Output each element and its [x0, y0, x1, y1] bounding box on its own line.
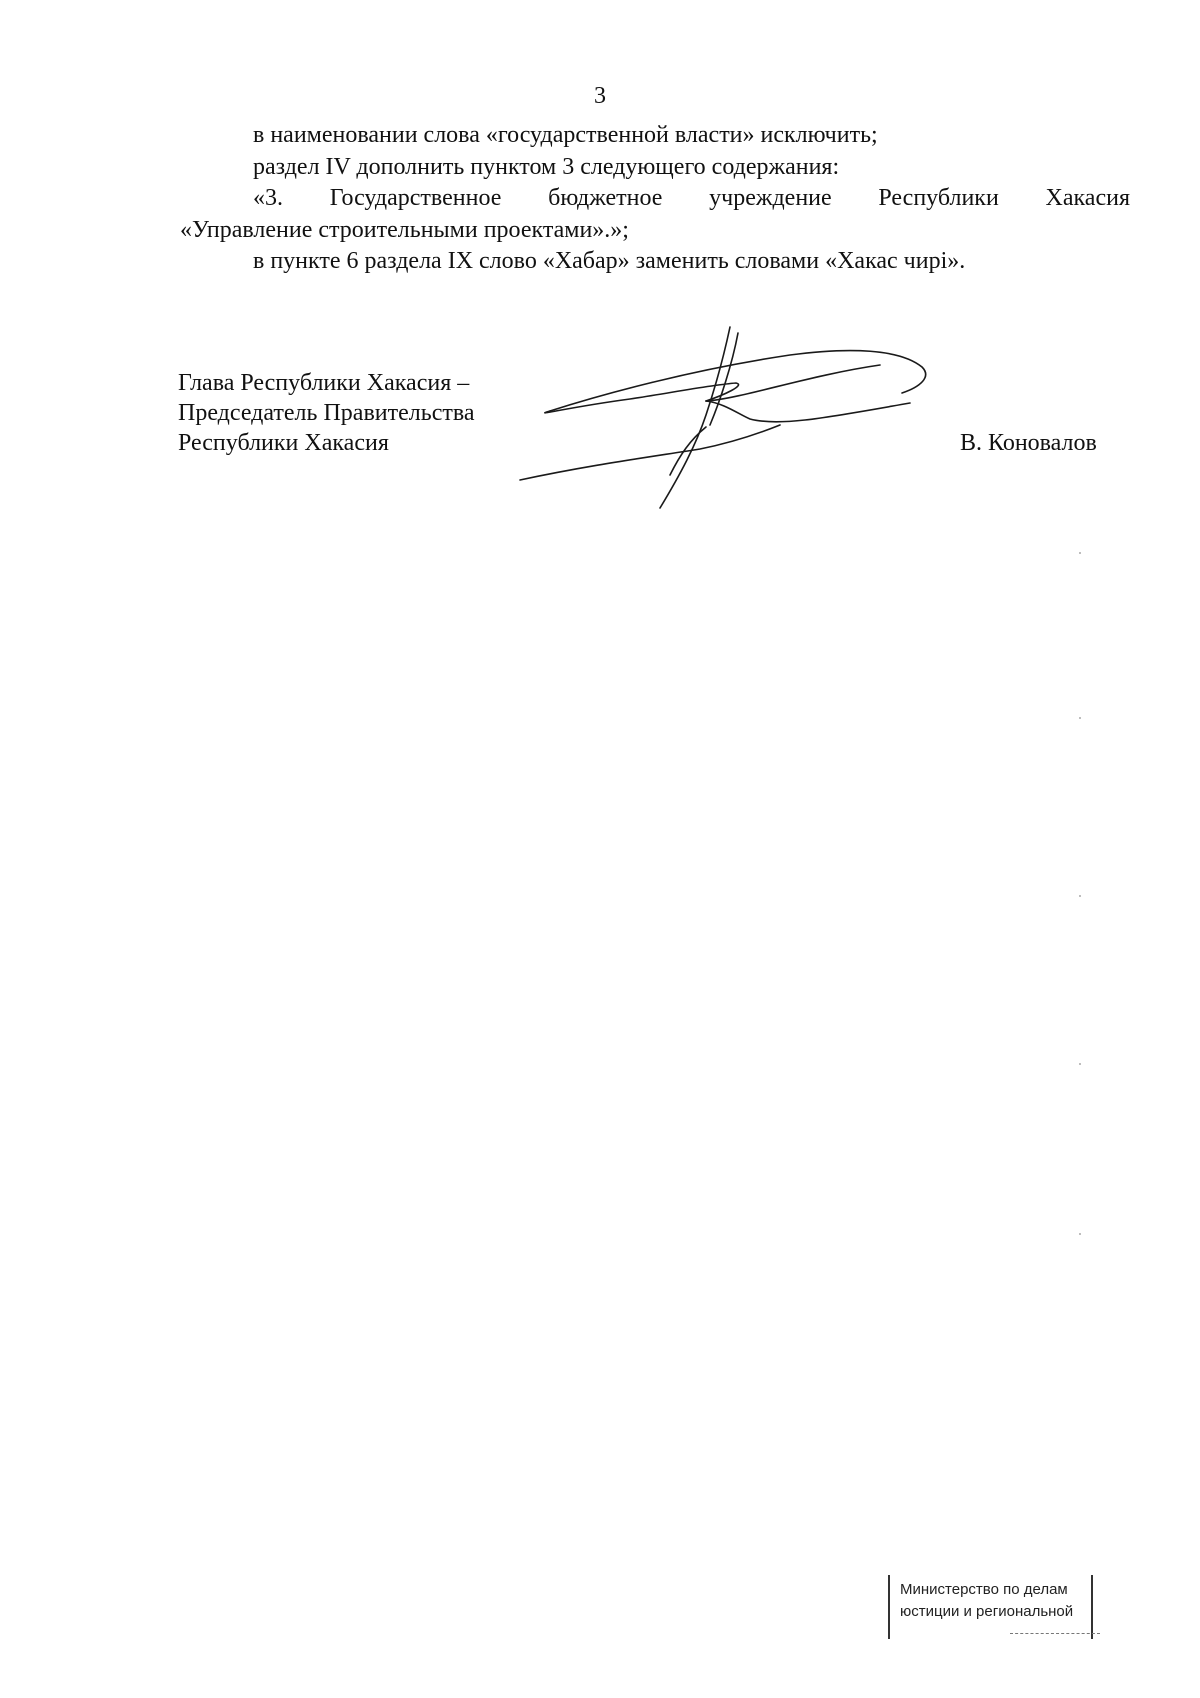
scan-speck	[1079, 552, 1081, 554]
handwritten-signature	[510, 315, 950, 515]
paragraph-3	[180, 183, 1130, 246]
paragraph-3-line-1	[180, 183, 1130, 215]
page-number: 3	[594, 83, 606, 109]
word: бюджетное	[548, 185, 663, 211]
paragraph-2: раздел IV дополнить пунктом 3 следующего содержания:	[253, 153, 840, 180]
stamp-line-1: Министерство по делам	[900, 1581, 1068, 1598]
signer-name: В. Коновалов	[960, 430, 1097, 456]
signatory-line-3: Республики Хакасия	[178, 430, 389, 456]
word: учреждение	[709, 185, 832, 211]
scan-speck	[1079, 895, 1081, 897]
paragraph-3-line-2: «Управление строительными проектами».»;	[180, 216, 629, 243]
paragraph-4: в пункте 6 раздела IX слово «Хабар» заменить словами «Хакас чирі».	[253, 248, 966, 274]
signatory-line-1: Глава Республики Хакасия –	[178, 370, 470, 396]
word: Государственное	[329, 185, 502, 211]
scan-speck	[1079, 1063, 1081, 1065]
signatory-title	[178, 368, 475, 458]
paragraph-1: в наименовании слова «государственной власти» исключить;	[253, 122, 878, 148]
stamp-line-3	[1010, 1623, 1100, 1634]
registration-stamp	[888, 1575, 1093, 1639]
word: Хакасия	[1045, 185, 1130, 211]
signatory-line-2: Председатель Правительства	[178, 400, 475, 426]
document-body	[180, 120, 1130, 278]
stamp-line-2: юстиции и региональной	[900, 1603, 1074, 1620]
word: Республики	[878, 185, 999, 211]
word: «3.	[253, 185, 283, 211]
scan-speck	[1079, 717, 1081, 719]
scan-speck	[1079, 1233, 1081, 1235]
